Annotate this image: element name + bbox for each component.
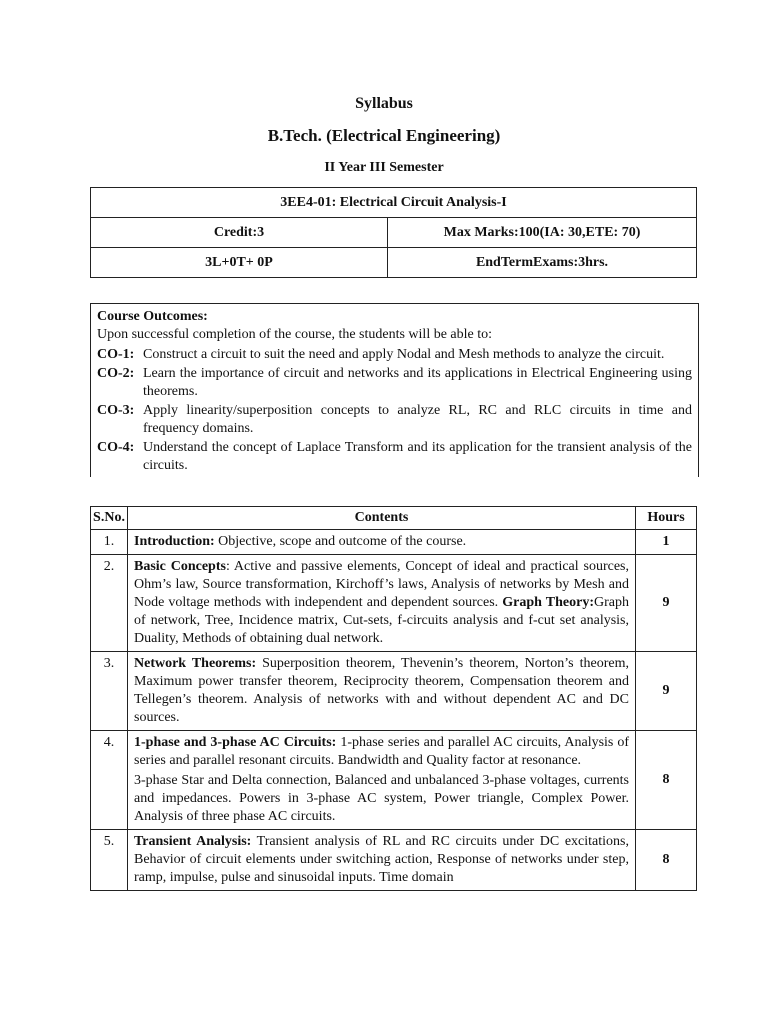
table-row bbox=[91, 652, 697, 731]
row-contents bbox=[128, 731, 636, 830]
outcome-text: Apply linearity/superposition concepts to analyze RL, RC and RLC circuits in time and frequency domains. bbox=[143, 403, 692, 436]
row-contents bbox=[128, 830, 636, 891]
topic-text: Objective, scope and outcome of the course. bbox=[214, 534, 467, 549]
outcome-text: Construct a circuit to suit the need and apply Nodal and Mesh methods to analyze the circuit. bbox=[143, 347, 665, 362]
header-hours: Hours bbox=[636, 507, 697, 530]
row-hours: 9 bbox=[636, 652, 697, 731]
topic-subtitle: Graph Theory: bbox=[502, 595, 594, 610]
course-outcome bbox=[97, 365, 692, 401]
table-row bbox=[91, 830, 697, 891]
row-hours: 1 bbox=[636, 530, 697, 555]
table-row bbox=[91, 530, 697, 555]
topic-text: 1-phase series and parallel AC circuits, Analysis of series and parallel resonant circuits. Bandwidth and Quality factor at resonance. bbox=[134, 735, 630, 768]
course-outcome bbox=[97, 402, 692, 438]
course-code-title: 3EE4-01: Electrical Circuit Analysis-I bbox=[91, 188, 697, 218]
header-contents: Contents bbox=[128, 507, 636, 530]
course-outcomes bbox=[90, 303, 699, 477]
outcome-label: CO-1: bbox=[97, 347, 135, 362]
course-outcome bbox=[97, 439, 692, 475]
row-sno: 3. bbox=[91, 652, 128, 731]
page-title: Syllabus bbox=[355, 95, 413, 112]
topic-text: : Active and passive elements, Concept of ideal and practical sources, Ohm’s law, Source transformation, Kirchoff’s laws, Analysis of networks by Mesh and Node voltage methods with independent and dependent sources. bbox=[134, 559, 629, 610]
row-hours: 9 bbox=[636, 555, 697, 652]
outcomes-intro: Upon successful completion of the course, the students will be able to: bbox=[97, 327, 493, 342]
row-contents bbox=[128, 652, 636, 731]
row-hours: 8 bbox=[636, 731, 697, 830]
row-sno: 4. bbox=[91, 731, 128, 830]
row-sno: 5. bbox=[91, 830, 128, 891]
course-credit: Credit:3 bbox=[91, 218, 388, 248]
outcome-label: CO-4: bbox=[97, 440, 135, 455]
topic-text: Superposition theorem, Thevenin’s theorem, Norton’s theorem, Maximum power transfer theorem, Reciprocity theorem, Compensation theorem and Tellegen’s theorem. Analysis of networks with and without dependent AC and DC sources. bbox=[134, 656, 629, 725]
course-outcome bbox=[97, 346, 692, 364]
topic-title: Transient Analysis: bbox=[134, 834, 252, 849]
row-sno: 2. bbox=[91, 555, 128, 652]
syllabus-table bbox=[90, 506, 697, 891]
topic-text: Transient analysis of RL and RC circuits under DC excitations, Behavior of circuit elements under switching action, Response of networks under step, ramp, impulse, pulse and sinusoidal inputs. Time domain bbox=[134, 834, 629, 885]
outcome-label: CO-2: bbox=[97, 366, 135, 381]
row-contents bbox=[128, 530, 636, 555]
semester-title: II Year III Semester bbox=[324, 160, 444, 175]
topic-paragraph: 3-phase Star and Delta connection, Balanced and unbalanced 3-phase voltages, currents and impedances. Powers in 3-phase AC system, Power triangle, Complex Power. Analysis of three phase AC circuits. bbox=[134, 773, 629, 824]
course-exam: EndTermExams:3hrs. bbox=[388, 248, 697, 278]
row-sno: 1. bbox=[91, 530, 128, 555]
table-row bbox=[91, 731, 697, 830]
header-sno: S.No. bbox=[91, 507, 128, 530]
outcomes-title: Course Outcomes: bbox=[97, 309, 208, 324]
program-title: B.Tech. (Electrical Engineering) bbox=[267, 126, 501, 145]
course-info-table bbox=[90, 187, 697, 278]
course-ltp: 3L+0T+ 0P bbox=[91, 248, 388, 278]
outcome-text: Understand the concept of Laplace Transform and its application for the transient analysis of the circuits. bbox=[143, 440, 692, 473]
table-row bbox=[91, 555, 697, 652]
outcome-text: Learn the importance of circuit and networks and its applications in Electrical Engineering using theorems. bbox=[143, 366, 692, 399]
outcome-label: CO-3: bbox=[97, 403, 135, 418]
table-header-row bbox=[91, 507, 697, 530]
row-hours: 8 bbox=[636, 830, 697, 891]
topic-title: Introduction: bbox=[134, 534, 215, 549]
course-max-marks: Max Marks:100(IA: 30,ETE: 70) bbox=[388, 218, 697, 248]
topic-title: 1-phase and 3-phase AC Circuits: bbox=[134, 735, 337, 750]
row-contents bbox=[128, 555, 636, 652]
topic-subtext: Graph of network, Tree, Incidence matrix, Cut-sets, f-circuits analysis and f-cut set analysis, Duality, Methods of obtaining dual network. bbox=[134, 595, 629, 646]
topic-title: Network Theorems: bbox=[134, 656, 257, 671]
topic-title: Basic Concepts bbox=[134, 559, 226, 574]
